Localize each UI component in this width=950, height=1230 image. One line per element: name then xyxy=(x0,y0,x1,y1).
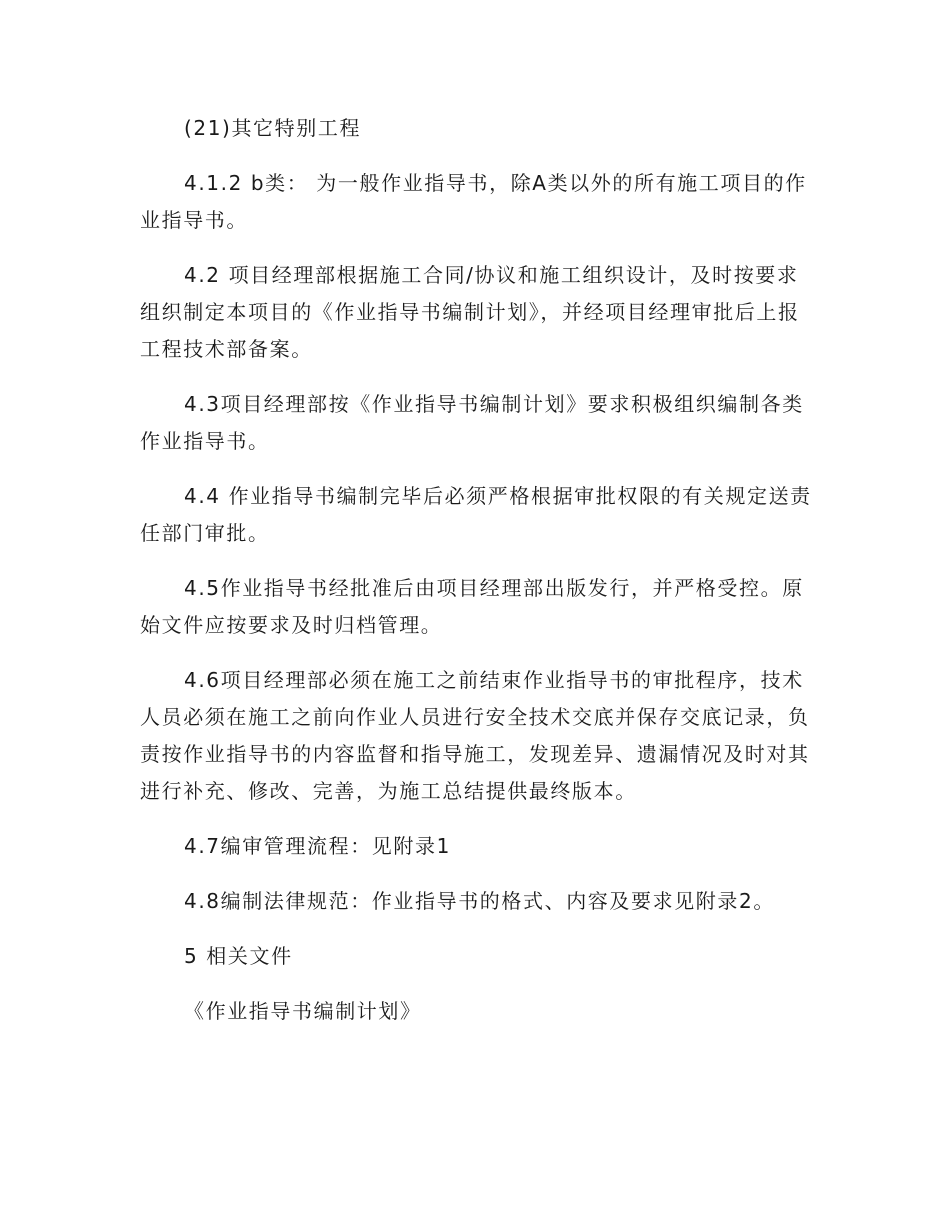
paragraph-4-8: 4.8编制法律规范：作业指导书的格式、内容及要求见附录2。 xyxy=(184,889,775,913)
paragraph-4-6: 4.6项目经理部必须在施工之前结束作业指导书的审批程序，技术人员必须在施工之前向作业人员进行安全技术交底并保存交底记录，负责按作业指导书的内容监督和指导施工，发现差异、遗漏情况及时对其进行补充、修改、完善，为施工总结提供最终版本。 xyxy=(140,668,810,803)
document-body xyxy=(140,110,815,1048)
paragraph-4-4: 4.4 作业指导书编制完毕后必须严格根据审批权限的有关规定送责任部门审批。 xyxy=(140,484,812,545)
paragraph-4-3: 4.3项目经理部按《作业指导书编制计划》要求积极组织编制各类作业指导书。 xyxy=(140,392,804,453)
paragraph-4-7: 4.7编审管理流程：见附录1 xyxy=(184,834,451,858)
paragraph-item-21: (21)其它特别工程 xyxy=(184,116,362,140)
paragraph-4-1-2: 4.1.2 b类： 为一般作业指导书，除A类以外的所有施工项目的作业指导书。 xyxy=(140,171,807,232)
related-document-title: 《作业指导书编制计划》 xyxy=(184,999,422,1023)
paragraph-4-5: 4.5作业指导书经批准后由项目经理部出版发行，并严格受控。原始文件应按要求及时归档管理。 xyxy=(140,576,804,637)
paragraph-4-2: 4.2 项目经理部根据施工合同/协议和施工组织设计，及时按要求组织制定本项目的《作业指导书编制计划》，并经项目经理审批后上报工程技术部备案。 xyxy=(140,263,800,361)
section-heading-5: 5 相关文件 xyxy=(184,944,293,968)
